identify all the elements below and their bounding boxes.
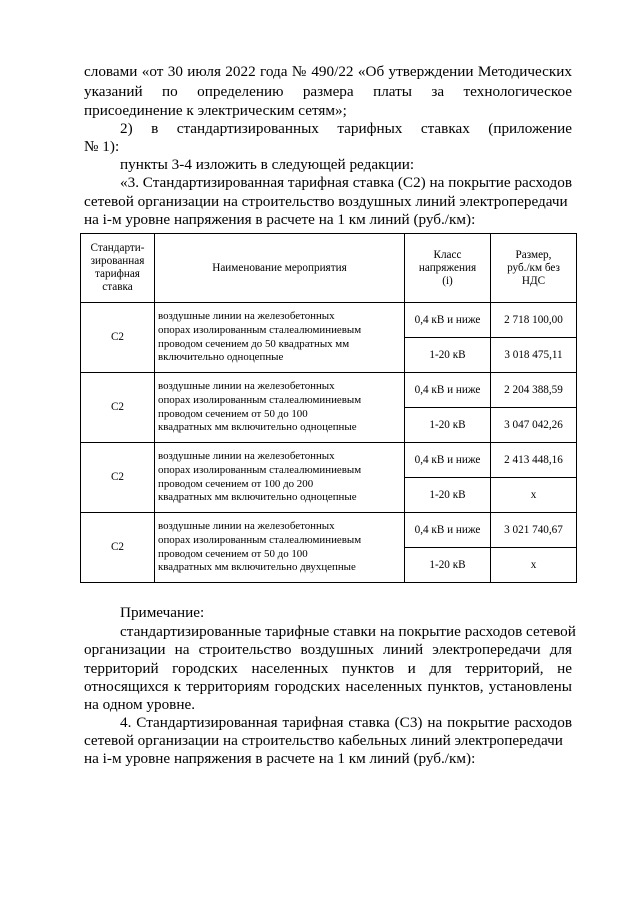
text-line: относящихся к территориям городских населенных пунктов, установлены — [84, 678, 572, 695]
text-line: «3. Стандартизированная тарифная ставка (С2) на покрытие расходов — [120, 174, 572, 191]
voltage-cell: 0,4 кВ и ниже — [405, 303, 491, 338]
voltage-cell: 1-20 кВ — [405, 548, 491, 583]
activity-cell: воздушные линии на железобетонных опорах изолированным сталеалюминиевым проводом сечением от 100 до 200 квадратных мм включительно одноцепные — [155, 443, 405, 513]
voltage-cell: 1-20 кВ — [405, 478, 491, 513]
header-activity: Наименование мероприятия — [155, 234, 405, 303]
header-size: Размер, руб./км без НДС — [491, 234, 577, 303]
voltage-cell: 0,4 кВ и ниже — [405, 513, 491, 548]
size-cell: х — [491, 548, 577, 583]
note-heading: Примечание: — [120, 604, 205, 621]
table-header-row — [81, 234, 577, 303]
size-cell: 2 413 448,16 — [491, 443, 577, 478]
text-line: 2) в стандартизированных тарифных ставках (приложение — [120, 120, 572, 137]
text-line: указаний по определению размера платы за технологическое — [84, 83, 572, 100]
text-line: пункты 3-4 изложить в следующей редакции: — [120, 156, 415, 173]
text-line: территорий городских населенных пунктов и для территорий, не — [84, 660, 572, 677]
text-line: № 1): — [84, 138, 120, 155]
text-line: сетевой организации на строительство воздушных линий электропередачи — [84, 193, 568, 210]
rate-cell: С2 — [81, 373, 155, 443]
activity-cell: воздушные линии на железобетонных опорах изолированным сталеалюминиевым проводом сечением от 50 до 100 квадратных мм включительно двухцепные — [155, 513, 405, 583]
size-cell: 3 021 740,67 — [491, 513, 577, 548]
rate-cell: С2 — [81, 513, 155, 583]
activity-cell: воздушные линии на железобетонных опорах изолированным сталеалюминиевым проводом сечением до 50 квадратных мм включительно одноцепные — [155, 303, 405, 373]
text-line: сетевой организации на строительство кабельных линий электропередачи — [84, 732, 563, 749]
size-cell: 3 018 475,11 — [491, 338, 577, 373]
voltage-cell: 0,4 кВ и ниже — [405, 443, 491, 478]
header-rate: Стандарти- зированная тарифная ставка — [81, 234, 155, 303]
rate-cell: С2 — [81, 443, 155, 513]
header-voltage-class: Класс напряжения (i) — [405, 234, 491, 303]
rate-cell: С2 — [81, 303, 155, 373]
table-row — [81, 513, 577, 548]
voltage-cell: 1-20 кВ — [405, 408, 491, 443]
text-line: на i-м уровне напряжения в расчете на 1 км линий (руб./км): — [84, 211, 476, 228]
size-cell: х — [491, 478, 577, 513]
activity-cell: воздушные линии на железобетонных опорах изолированным сталеалюминиевым проводом сечением от 50 до 100 квадратных мм включительно одноцепные — [155, 373, 405, 443]
text-line: словами «от 30 июля 2022 года № 490/22 «Об утверждении Методических — [84, 63, 572, 80]
text-line: присоединение к электрическим сетям»; — [84, 102, 347, 119]
size-cell: 3 047 042,26 — [491, 408, 577, 443]
text-line: 4. Стандартизированная тарифная ставка (С3) на покрытие расходов — [120, 714, 572, 731]
text-line: стандартизированные тарифные ставки на покрытие расходов сетевой — [120, 623, 576, 640]
voltage-cell: 1-20 кВ — [405, 338, 491, 373]
size-cell: 2 204 388,59 — [491, 373, 577, 408]
table-row — [81, 373, 577, 408]
table-row — [81, 443, 577, 478]
voltage-cell: 0,4 кВ и ниже — [405, 373, 491, 408]
text-line: организации на строительство воздушных линий электропередачи для — [84, 641, 572, 658]
size-cell: 2 718 100,00 — [491, 303, 577, 338]
tariff-table — [80, 233, 577, 583]
table-row — [81, 303, 577, 338]
text-line: на i-м уровне напряжения в расчете на 1 км линий (руб./км): — [84, 750, 476, 767]
text-line: на одном уровне. — [84, 696, 196, 713]
